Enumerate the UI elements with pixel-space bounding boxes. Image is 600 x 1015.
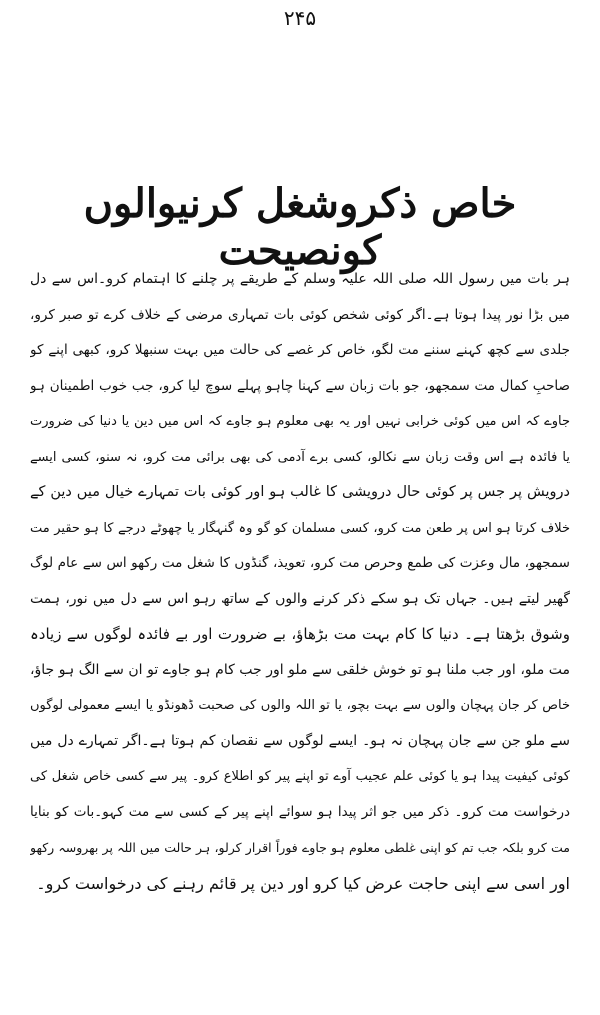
text-line: میں بڑا نور پیدا ہوتا ہے۔اگر کوئی شخص کوئی بات تمہاری مرضی کے خلاف کرے تو صبر کرو، [30, 306, 570, 323]
text-line: سمجھو، مال وعزت کی طمع وحرص مت کرو، تعویذ، گنڈوں کا شغل مت رکھو اس سے عام لوگ [30, 555, 570, 571]
text-line: یا فائدہ ہے اس وقت زبان سے نکالو، کسی برے آدمی کی بھی برائی مت کرو، نہ سنو، کسی ایسے [30, 449, 570, 465]
text-line: مت ملو، اور جب ملنا ہو تو خوش خلقی سے ملو اور جب کام ہو جاوے تو ان سے الگ ہو جاؤ، [30, 661, 570, 678]
text-line: درخواست مت کرو۔ ذکر میں جو اثر پیدا ہو سوائے اپنے پیر کے کسی سے مت کہو۔بات کو بنایا [30, 803, 570, 820]
page-number: ۲۴۵ [283, 6, 317, 30]
text-line: مت کرو بلکہ جب تم کو اپنی غلطی معلوم ہو جاوے فوراً اقرار کرلو، ہر حالت میں اللہ پر بھروسہ رکھو [30, 840, 570, 855]
text-line: گھیر لیتے ہیں۔ جہاں تک ہو سکے ذکر کرنے والوں کے ساتھ رہو اس سے دل میں نور، ہمت [30, 590, 570, 607]
body-paragraph [30, 262, 570, 901]
section-title: خاص ذکروشغل کرنیوالوں کونصیحت [83, 180, 517, 274]
text-line: اور اسی سے اپنی حاجت عرض کیا کرو اور دین پر قائم رہنے کی درخواست کرو۔ [36, 873, 570, 893]
text-line: ہر بات میں رسول اللہ صلی اللہ علیہ وسلم کے طریقے پر چلنے کا اہتمام کرو۔اس سے دل [30, 271, 570, 287]
text-line: سے ملو جن سے جان پہچان نہ ہو۔ ایسے لوگوں سے نقصان کم ہوتا ہے۔اگر تمہارے دل میں [30, 732, 570, 749]
text-line: خلاف کرتا ہو اس پر طعن مت کرو، کسی مسلمان کو گو وہ گنہگار یا چھوٹے درجے کا ہو حقیر مت [30, 520, 570, 536]
text-line: جاوے کہ اس میں کوئی خرابی نہیں اور یہ بھی معلوم ہو جاوے کہ اس میں دین یا دنیا کی ضرورت [30, 414, 570, 429]
text-line: وشوق بڑھتا ہے۔ دنیا کا کام بہت مت بڑھاؤ، بے ضرورت اور بے فائدہ لوگوں سے زیادہ [30, 625, 570, 643]
text-line: خاص کر جان پہچان والوں سے بہت بچو، یا تو اللہ والوں کی صحبت ڈھونڈو یا ایسے معمولی لوگوں [30, 698, 570, 713]
text-line: جلدی سے کچھ کہنے سننے مت لگو، خاص کر غصے کی حالت میں بہت سنبھلا کرو، کبھی اپنے کو [30, 342, 570, 358]
text-line: درویش پر جس پر کوئی حال درویشی کا غالب ہو اور کوئی بات تمہارے خیال میں دین کے [30, 484, 570, 500]
text-line: کوئی کیفیت پیدا ہو یا کوئی علم عجیب آوے تو اپنے پیر کو اطلاع کرو۔ پیر سے کسی خاص شغل کی [30, 769, 570, 784]
text-line: صاحبِ کمال مت سمجھو، جو بات زبان سے کہنا چاہو پہلے سوچ لیا کرو، جب خوب اطمینان ہو [30, 377, 570, 394]
